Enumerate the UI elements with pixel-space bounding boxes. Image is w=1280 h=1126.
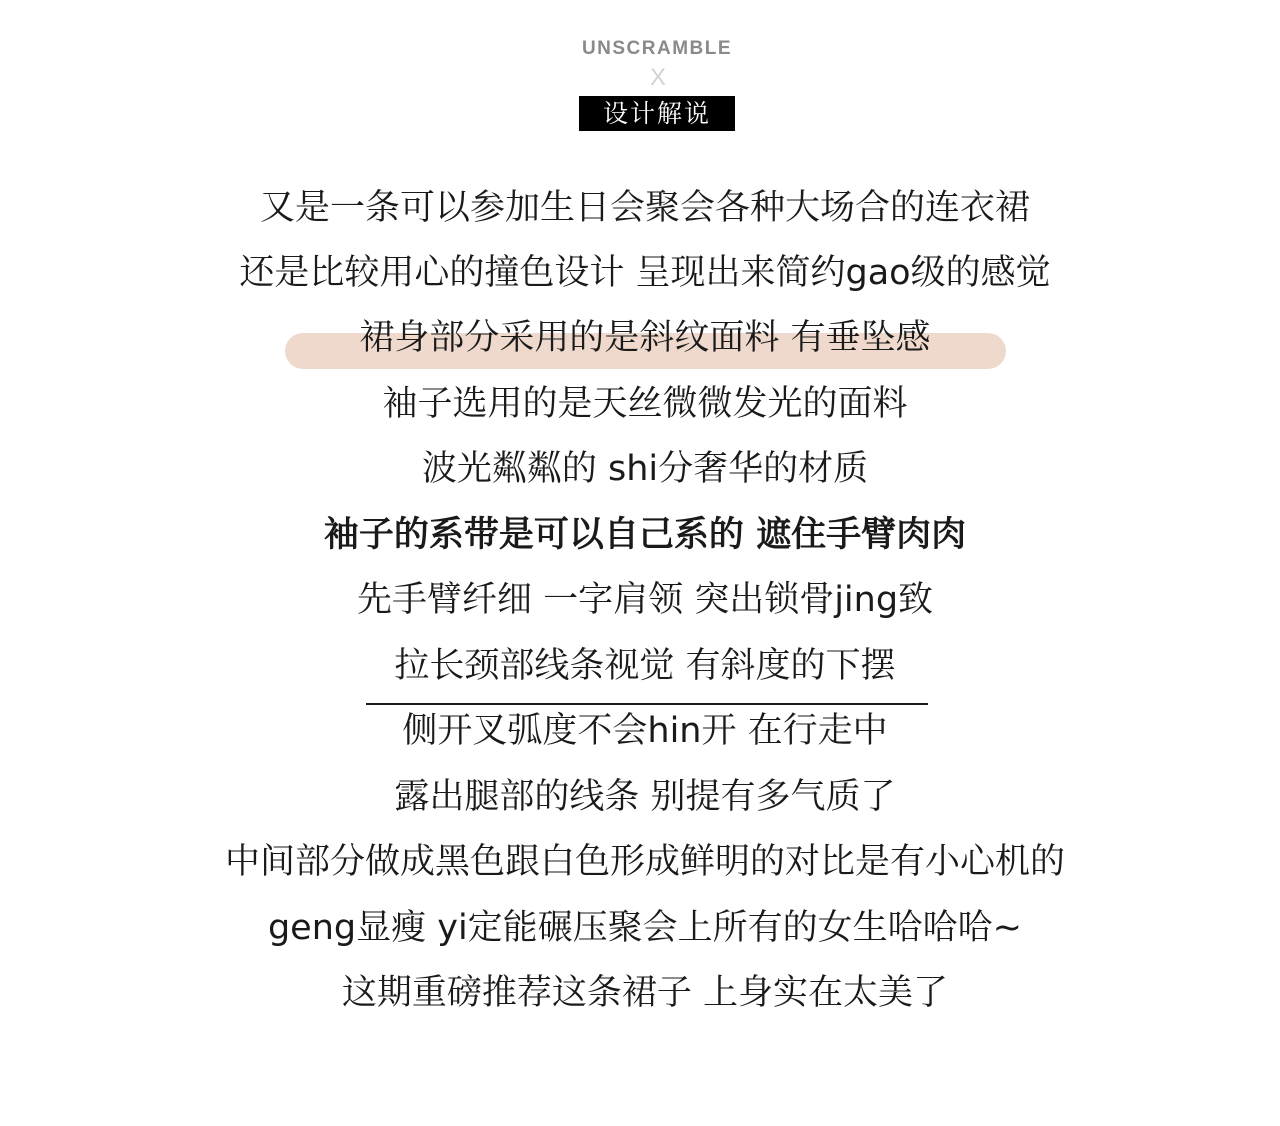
description-line: 先手臂纤细 一字肩领 突出锁骨jing致: [356, 580, 934, 620]
description-line: geng显瘦 yi定能碾压聚会上所有的女生哈哈哈~: [267, 908, 1023, 948]
description-line: 拉长颈部线条视觉 有斜度的下摆: [394, 646, 896, 686]
description-line: 袖子选用的是天丝微微发光的面料: [382, 384, 908, 424]
description-line: 裙身部分采用的是斜纹面料 有垂坠感: [359, 318, 931, 358]
description-line: 还是比较用心的撞色设计 呈现出来简约gao级的感觉: [239, 253, 1051, 293]
description-line: 袖子的系带是可以自己系的 遮住手臂肉肉: [323, 515, 967, 555]
description-line: 波光粼粼的 shi分奢华的材质: [421, 449, 869, 489]
unscramble-tag: UNSCRAMBLE: [581, 38, 733, 59]
description-line: 又是一条可以参加生日会聚会各种大场合的连衣裙: [259, 188, 1030, 228]
description-line: 中间部分做成黑色跟白色形成鲜明的对比是有小心机的: [224, 842, 1065, 882]
description-line: 这期重磅推荐这条裙子 上身实在太美了: [341, 973, 949, 1013]
section-title: 设计解说: [579, 96, 735, 131]
separator-x: X: [649, 64, 666, 91]
description-line: 侧开叉弧度不会hin开 在行走中: [402, 711, 888, 751]
description-line: 露出腿部的线条 别提有多气质了: [394, 777, 896, 817]
